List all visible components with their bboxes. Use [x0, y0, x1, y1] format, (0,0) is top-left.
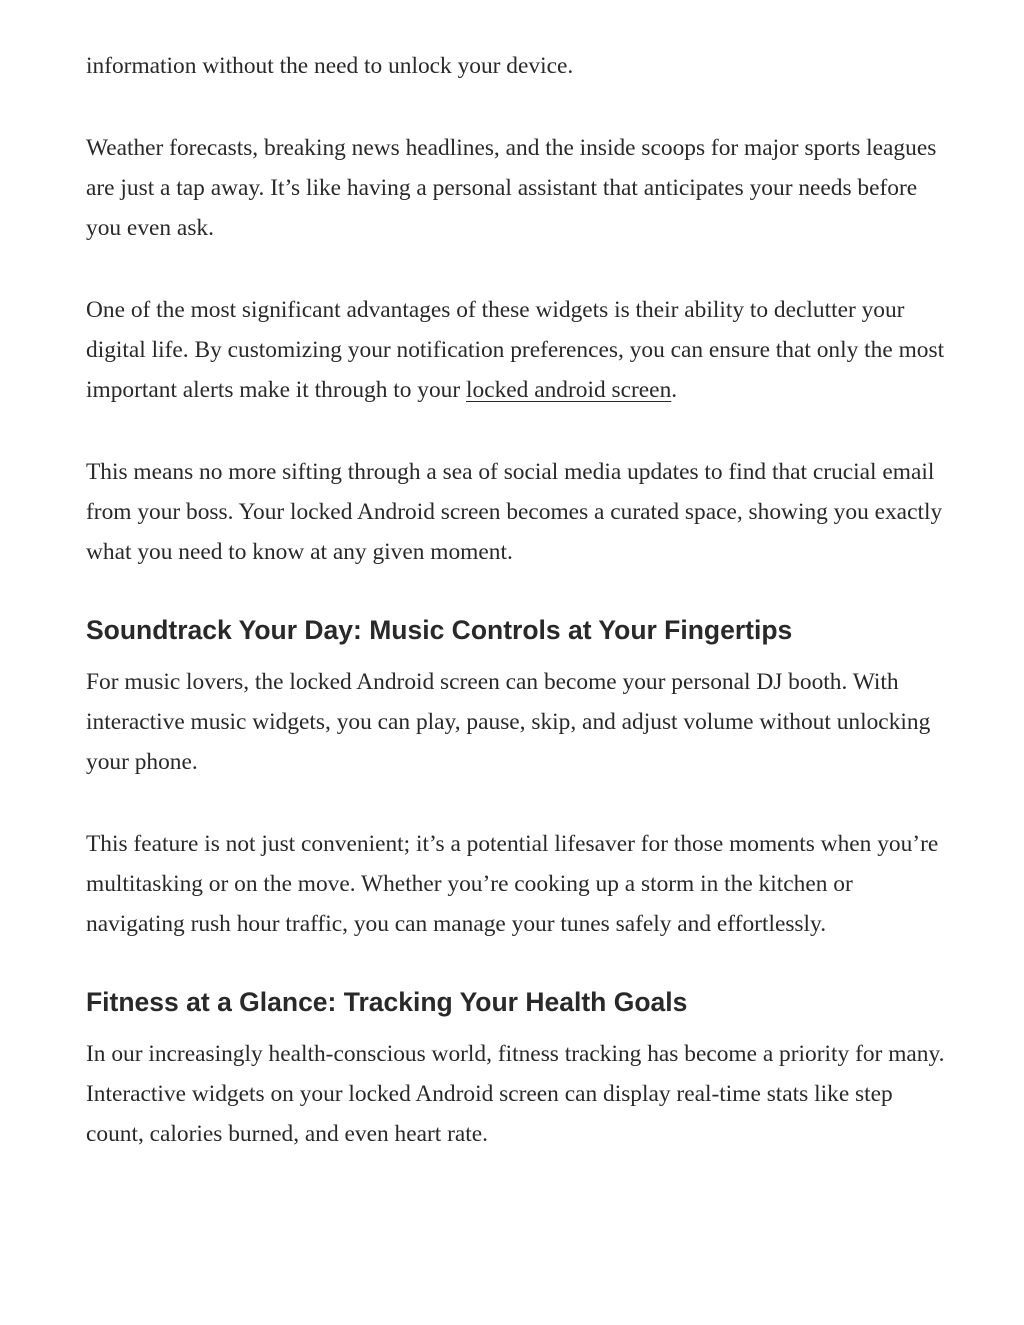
heading-music-controls: Soundtrack Your Day: Music Controls at Your Fingertips	[86, 615, 793, 645]
paragraph-music-lovers: For music lovers, the locked Android screen can become your personal DJ booth. With interactive music widgets, you can play, pause, skip, and adjust volume without unlocking your phone.	[86, 669, 931, 775]
paragraph-intro-tail: information without the need to unlock your device.	[86, 53, 574, 79]
paragraph-declutter-end: .	[671, 377, 678, 403]
paragraph-declutter	[86, 290, 946, 410]
paragraph-curated-space: This means no more sifting through a sea of social media updates to find that crucial email from your boss. Your locked Android screen becomes a curated space, showing you exactly what you need to know at any given moment.	[86, 459, 943, 565]
article-body	[86, 46, 946, 1154]
paragraph-weather-news: Weather forecasts, breaking news headlines, and the inside scoops for major sports leagues are just a tap away. It’s like having a personal assistant that anticipates your needs before you even ask.	[86, 135, 937, 241]
paragraph-lifesaver: This feature is not just convenient; it’s a potential lifesaver for those moments when you’re multitasking or on the move. Whether you’re cooking up a storm in the kitchen or navigating rush hour traffic, you can manage your tunes safely and effortlessly.	[86, 831, 939, 937]
heading-fitness: Fitness at a Glance: Tracking Your Health Goals	[86, 987, 688, 1017]
locked-android-screen-link[interactable]: locked android screen	[466, 377, 672, 403]
paragraph-declutter-text: One of the most significant advantages of these widgets is their ability to declutter your digital life. By customizing your notification preferences, you can ensure that only the most important alerts make it through to your	[86, 297, 945, 403]
paragraph-fitness-tracking: In our increasingly health-conscious world, fitness tracking has become a priority for many. Interactive widgets on your locked Android screen can display real-time stats like step count, calories burned, and even heart rate.	[86, 1041, 945, 1147]
